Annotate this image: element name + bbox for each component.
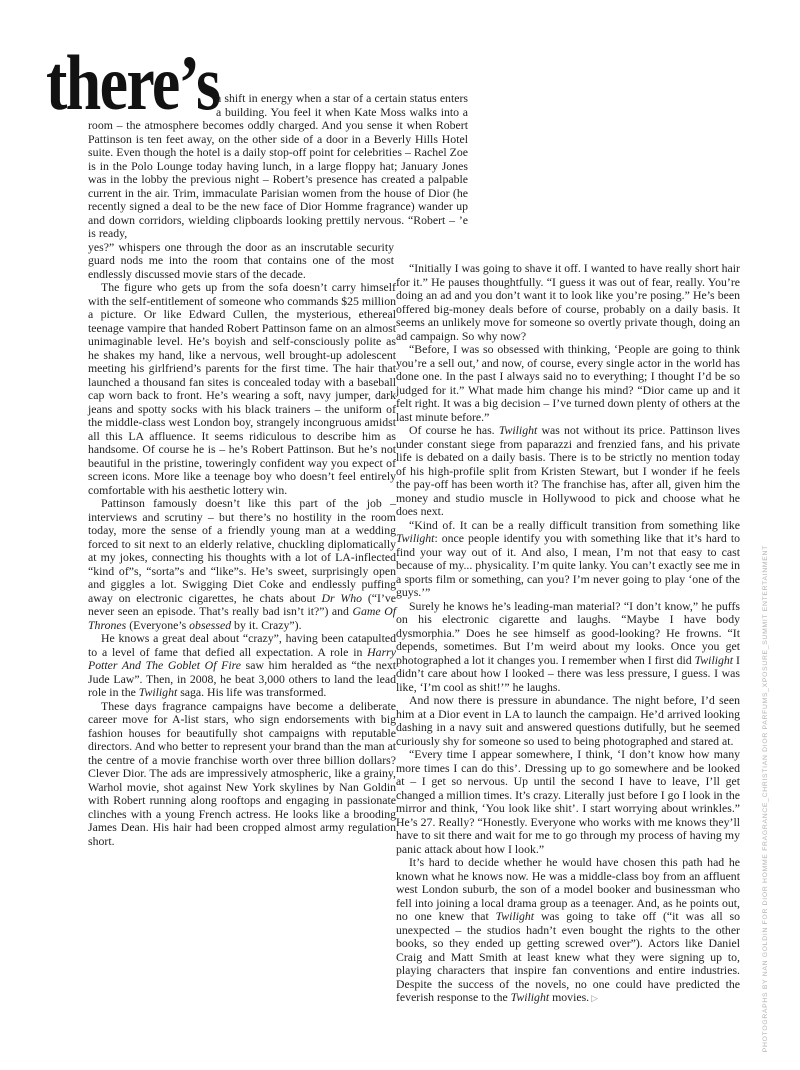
- article-paragraph: [88, 700, 396, 849]
- intro-paragraph-continuation: yes?” whispers one through the door as an inscrutable security guard nods me into the room that contains one of the most endlessly discussed movie stars of the decade.: [88, 239, 394, 281]
- italic-text: Game Of Thrones: [88, 604, 397, 632]
- body-text: He knows a great deal about “crazy”, having been catapulted to a level of fame that defied all expectation. A role in: [88, 631, 396, 659]
- headline-spacer: [88, 92, 216, 119]
- article-paragraph: [396, 600, 740, 695]
- body-text: (Everyone’s: [126, 617, 190, 632]
- article-paragraph: [396, 519, 740, 600]
- left-column-paragraphs: [88, 281, 396, 848]
- body-text: The figure who gets up from the sofa doesn’t carry himself with the self-entitlement of someone who commands $25 million a picture. Or like Edward Cullen, the mysterious, ethereal teenage vampire that handed Robert Pattinson fame on an almost unimaginable level. He’s boyish and self-consciously polite as he shakes my hand, like a nervous, well brought-up adolescent meeting his girlfriend’s parents for the first time. The hair that launched a thousand fan sites is concealed today with a baseball cap worn back to front. He’s wearing a soft, navy jumper, dark jeans and spotty socks with his black trainers – the uniform of the middle-class west London boy, strangely incongruous amidst all this LA affluence. It seems ridiculous to describe him as handsome. Of course he is – he’s Robert Pattinson. But he’s not beautiful in the pristine, toweringly confident way you expect of screen icons. More like a teenage boy who doesn’t feel entirely comfortable with his aesthetic lottery win.: [88, 280, 396, 497]
- body-text: “Before, I was so obsessed with thinking, ‘People are going to think you’re a sell out,’ and now, of course, every single actor in the world has done one. In the past I always said no to everything; I thought I’d be so judged for it.” What made him change his mind? “Dior came up and it felt right. It was a big decision – I’ve turned down plenty of others at the last minute before.”: [396, 342, 740, 424]
- body-text: “Initially I was going to shave it off. I wanted to have really short hair for it.” He pauses thoughtfully. “I guess it was out of fear, really. You’re doing an ad and you don’t want it to look like you’re posing.” He’s been offered big-money deals before of course, probably on a daily basis. It seems an unlikely move for someone so overtly private though, doing an ad campaign. So why now?: [396, 261, 740, 343]
- end-of-article-marker-icon: ▷: [591, 993, 599, 1003]
- article-paragraph: [396, 424, 740, 519]
- italic-text: Harry Potter And The Goblet Of Fire: [88, 644, 396, 672]
- italic-text: Twilight: [396, 531, 435, 545]
- article-paragraph: [396, 856, 740, 1006]
- article-paragraph: [396, 748, 740, 856]
- italic-text: Twilight: [495, 909, 535, 923]
- body-text: “Every time I appear somewhere, I think, ‘I don’t know how many more times I can do this’. Dressing up to go somewhere and be looked at – I get so nervous. Up until the second I have to leave, I’ll get changed a million times. It’s crazy. Literally just before I go I look in the mirror and think, ‘You look like shit’. I start worrying about wrinkles.” He’s 27. Really? “Honestly. Everyone who works with me knows they’ll have to sit there and wait for me to go through my process of having my panic attack about how I look.”: [396, 747, 740, 856]
- intro-paragraph-wide: [88, 92, 468, 241]
- body-text: saga. His life was transformed.: [177, 685, 327, 699]
- article-paragraph: [396, 343, 740, 424]
- intro-text-wide: a shift in energy when a star of a certain status enters a building. You feel it when Kate Moss walks into a room – the atmosphere becomes oddly charged. And you sense it when Robert Pattinson is ten feet away, on the other side of a door in a Beverly Hills Hotel suite. Even though the hotel is a daily stop-off point for celebrities – Rachel Zoe is in the Polo Lounge today having lunch, in a large floppy hat; January Jones was in the lobby the previous night – Robert’s presence has created a palpable current in the air. Trim, immaculate Parisian women from the house of Dior (he recently signed a deal to be the new face of Dior Homme fragrance) wander up and down corridors, wielding clipboards looking prettily nervous. “Robert – ’e is ready,: [88, 91, 468, 240]
- body-text: : once people identify you with something like that it’s hard to find your way out of it. And also, I mean, I’m not that easy to cast because of my... physicality. I’m quite lanky. You can’t exactly see me in a sports film or something, can you? I’m never going to play ‘one of the guys.’”: [396, 531, 740, 599]
- body-text: Surely he knows he’s leading-man material? “I don’t know,” he puffs on his electronic cigarette and laughs. “Maybe I have body dysmorphia.” Does he see himself as good-looking? He frowns. “It depends, sometimes. But I’m weird about my looks. Once you get photographed a lot it changes you. I remember when I first did: [396, 598, 740, 667]
- italic-text: obsessed: [189, 617, 232, 632]
- body-text: was going to take off (“it was all so unexpected – the studios hadn’t even bought the rights to the other books, so they ended up getting screwed over”). Actors like Daniel Craig and Matt Smith at least knew what they were signing up to, playing characters that inspire fan conventions and entire industries. Despite the success of the novels, no one could have predicted the feverish response to the: [396, 909, 740, 1004]
- body-text: movies.: [549, 990, 590, 1004]
- article-paragraph: [88, 497, 396, 632]
- right-column: [396, 262, 740, 1006]
- article-paragraph: [88, 632, 396, 700]
- body-text: And now there is pressure in abundance. The night before, I’d seen him at a Dior event in LA to launch the campaign. He’d arrived looking dashing in a navy suit and answered questions dutifully, but he seemed curiously shy for someone so used to being photographed and stared at.: [396, 693, 740, 748]
- body-text: by it. Crazy”).: [231, 617, 302, 632]
- body-text: was not without its price. Pattinson lives under constant siege from paparazzi and frenzied fans, and his private life is debated on a daily basis. There is to be strictly no mention today of his high-profile split from Kristen Stewart, but I wonder if he feels the pay-off has been worth it? The franchise has, after all, given him the money and studio muscle in Hollywood to pick and choose what he does next.: [396, 423, 740, 518]
- body-text: “Kind of. It can be a really difficult transition from something like: [409, 517, 740, 532]
- italic-text: Twilight: [510, 990, 550, 1004]
- body-text: Pattinson famously doesn’t like this part of the job – interviews and scrutiny – but there’s no hostility in the room today, more the sense of a friendly young man at a wedding forced to sit next to an elderly relative, chuckling diplomatically at my jokes, connecting his thoughts with a lot of LA-inflected “kind of”s, “sorta”s and “like”s. He’s sweet, surprisingly open and giggles a lot. Swigging Diet Coke and endlessly puffing away on electronic cigarettes, he chats about: [88, 496, 396, 605]
- article-paragraph: [88, 281, 396, 497]
- body-text: It’s hard to decide whether he would have chosen this path had he known what he knows now. He was a middle-class boy from an affluent west London suburb, the son of a model booker and businessman who fell into joining a local drama group as a teenager. And, as he points out, no one knew that: [396, 855, 740, 923]
- italic-text: Twilight: [138, 685, 178, 699]
- body-text: These days fragrance campaigns have become a deliberate career move for A-list stars, who sign endorsements with big fashion houses for beautifully shot campaigns with reputable directors. And who better to represent your brand than the man at the centre of a movie franchise worth over three billion dollars? Clever Dior. The ads are impressively atmospheric, like a grainy, Warhol movie, shot against New York skylines by Nan Goldin with Robert running along rooftops and engaging in passionate clinches with a young French actress. He looks like a brooding James Dean. His hair had been cropped almost army regulation short.: [88, 698, 396, 848]
- body-text: Of course he has.: [409, 423, 499, 437]
- italic-text: Dr Who: [321, 590, 363, 605]
- article-paragraph: [396, 262, 740, 343]
- article-paragraph: [396, 694, 740, 748]
- body-text: I didn’t care about how I looked – there was less pressure, I guess. I was like, ‘I’m cool as shit!’” he laughs.: [396, 652, 740, 694]
- article-headline: there’s: [46, 39, 220, 126]
- photo-credit: PHOTOGRAPHS BY NAN GOLDIN FOR DIOR HOMME FRAGRANCE_CHRISTIAN DIOR PARFUMS_XPOSURE_SUMMIT ENTERTAINMENT: [762, 544, 769, 1052]
- italic-text: Twilight: [498, 423, 538, 437]
- body-text: (“I’ve never seen an episode. That’s really bad isn’t it?”) and: [88, 590, 397, 618]
- body-text: saw him heralded as “the next Jude Law”. Then, in 2008, he beat 3,000 others to land the lead role in the: [88, 658, 396, 699]
- italic-text: Twilight: [694, 652, 734, 667]
